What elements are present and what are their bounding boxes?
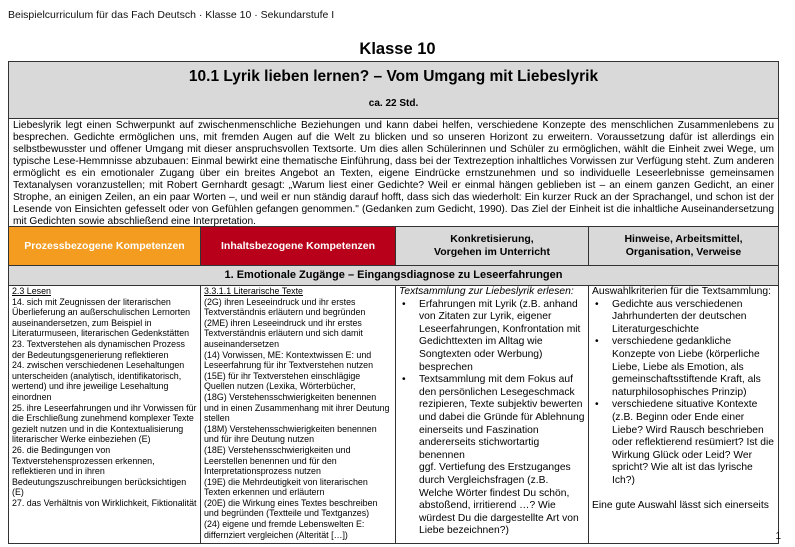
unit-title: 10.1 Lyrik lieben lernen? – Vom Umgang mit Liebeslyrik <box>188 68 599 85</box>
unit-hours: ca. 22 Std. <box>368 98 419 109</box>
header-concretization <box>396 227 589 265</box>
curriculum-table <box>8 61 779 544</box>
table-row <box>9 286 778 543</box>
running-head: Beispielcurriculum für das Fach Deutsch · Klasse 10 · Sekundarstufe I <box>8 9 335 21</box>
concretization-followup: ggf. Vertiefung des Erstzuganges durch Vergleichsfragen (z.B. Welche Wörter findest Du schön, abstoßend, irritierend …? Wie würdest Du die dargestellte Art von Liebe bezeichnen?) <box>419 462 579 537</box>
notes-bullet: • verschiedene gedankliche Konzepte von Liebe (körperliche Liebe, Liebe als Emotion, als gemeinschaftsstiftende Kraft, als naturphilosophisches Prinzip) <box>592 336 775 399</box>
content-item: (18G) Verstehensschwierigkeiten benennen und in einen Zusammenhang mit ihrer Deutung stellen <box>204 391 390 424</box>
content-item: (18E) Verstehensschwierigkeiten und Leerstellen benennen und für den Interpretationsprozess nutzen <box>204 444 351 477</box>
concretization-list <box>399 299 585 463</box>
header-notes-line2: Organisation, Verweise <box>625 246 742 258</box>
content-item: (19E) die Mehrdeutigkeit von literarischen Texten erkennen und erläutern <box>204 476 368 498</box>
notes-outro: Eine gute Auswahl lässt sich einerseits <box>592 499 769 511</box>
content-heading: 3.3.1.1 Literarische Texte <box>204 286 303 296</box>
spacer <box>592 488 775 500</box>
process-cell <box>9 286 201 543</box>
content-item: (24) eigene und fremde Lebenswelten E: differnziert vergleichen (Alterität […]) <box>204 519 365 540</box>
notes-intro: Auswahlkriterien für die Textsammlung: <box>592 286 771 297</box>
content-item: (15E) für ihr Textverstehen einschlägige Quellen nutzen (Lexika, Wörterbücher, <box>204 370 361 392</box>
header-concretization-line1: Konkretisierung, <box>450 233 534 245</box>
unit-title-box <box>9 62 778 119</box>
header-concretization-line2: Vorgehen im Unterricht <box>434 246 550 258</box>
content-cell <box>201 286 396 543</box>
page-number: 1 <box>775 531 781 542</box>
process-item: 27. das Verhältnis von Wirklichkeit, Fiktionalität <box>12 497 197 508</box>
content-item: (2G) ihren Leseeindruck und ihr erstes Textverständnis erläutern und begründen <box>204 296 366 318</box>
notes-cell <box>589 286 778 543</box>
notes-list <box>592 299 775 488</box>
concretization-bullet: • Erfahrungen mit Lyrik (z.B. anhand von Zitaten zur Lyrik, eigener Leseerfahrungen, Konfrontation mit Gedichttexten im Alltag wie Songtexten oder Werbung) besprechen <box>399 299 585 375</box>
notes-bullet: • Gedichte aus verschiedenen Jahrhunderten der deutschen Literaturgeschichte <box>592 299 775 337</box>
header-process-competences <box>9 227 201 265</box>
content-item: (20E) die Wirkung eines Textes beschreiben und begründen (Textteile und Textganzes) <box>204 497 378 519</box>
header-content-competences <box>201 227 396 265</box>
column-header-row <box>9 227 778 266</box>
unit-intro: Liebeslyrik legt einen Schwerpunkt auf zwischenmenschliche Beziehungen und kann dabei helfen, verschiedene Konzepte des menschlichen Zusammenlebens zu besprechen. Gedichte ermöglichen uns, mit fremden Augen auf die Welt zu blicken und so unseren Horizont zu erweitern. Voraussetzung dafür ist allerdings ein selbstbewusster und offener Umgang mit dieser anspruchsvollen Textsorte. Um dies allen Schülerinnen und Schüler zu ermöglichen, wählt die Einheit zwei Wege, um typische Lese-Hemmnisse abzubauen: Einmal bewirkt eine thematische Einführung, dass bei der Textrezeption inhaltliches Vorwissen zur Verfügung steht. Zum anderen ermöglicht es ein emotionaler Zugang über ein breites Angebot an Texten, eigene Eindrücke ernstzunehmen und so individuelle Leseerlebnisse gemeinsamen Textanalysen voranzustellen; mit Robert Gernhardt gesagt: „Warum liest einer Gedichte? Weil er einmal hängen geblieben ist – an einem ganzen Gedicht, an einer Strophe, an einigen Zeilen, an ein paar Worten –, und weil er nun ständig darauf hofft, dass sich das wiederholt: Ein kurzer Ruck an der Sprachangel, und schon ist der Lesende von Einsichten gefesselt oder von Gefühlen gefangen genommen." (Gedanken zum Gedicht, 1990). Das Ziel der Einheit ist die inhaltliche Auseinandersetzung mit Gedichten sowie abschließend eine Interpretation. <box>9 119 778 227</box>
concretization-cell <box>396 286 589 543</box>
header-content-label: Inhaltsbezogene Kompetenzen <box>220 239 376 252</box>
class-heading: Klasse 10 <box>359 40 436 58</box>
concretization-bullet: • Textsammlung mit dem Fokus auf den persönlichen Lesegeschmack rezipieren, Texte subjektiv bewerten und dabei die Gründe für Ablehnung einerseits und Faszination andererseits stichwortartig benennen <box>399 374 585 462</box>
process-item: 24. zwischen verschiedenen Lesehaltungen unterscheiden (analytisch, identifikatorisch, wertend) und ihre jeweilige Lesehaltung einordnen <box>12 360 185 402</box>
process-item: 14. sich mit Zeugnissen der literarischen Überlieferung an außerschulischen Lernorten auseinandersetzen, zum Beispiel in Literaturmuseen, literarischen Gedenkstätten <box>12 296 191 339</box>
content-item: (14) Vorwissen, ME: Kontextwissen E: und Leseerfahrung für ihr Textverstehen nutzen <box>204 349 374 371</box>
section-heading: 1. Emotionale Zugänge – Eingangsdiagnose zu Leseerfahrungen <box>9 266 778 286</box>
header-notes <box>589 227 778 265</box>
content-item: (2ME) ihren Leseeindruck und ihr erstes Textverständnis erläutern und sich damit auseinandersetzen <box>204 317 363 349</box>
header-notes-line1: Hinweise, Arbeitsmittel, <box>624 233 743 245</box>
notes-bullet: • verschiedene situative Kontexte (z.B. Beginn oder Ende einer Liebe? Wird Rausch beschrieben oder reflektierend resümiert? Ist die Wirkung Glück oder Leid? Wer spricht? Wie alt ist das lyrische Ich?) <box>592 399 775 487</box>
process-heading: 2.3 Lesen <box>12 286 51 296</box>
header-process-label: Prozessbezogene Kompetenzen <box>24 239 185 252</box>
process-item: 25. ihre Leseerfahrungen und ihr Vorwissen für die Erschließung zunehmend komplexer Texte gezielt nutzen und in die Kontextualisierung literarischer Werke einbeziehen (E) <box>12 402 197 445</box>
content-item: (18M) Verstehensschwierigkeiten benennen und für ihre Deutung nutzen <box>204 423 377 445</box>
process-item: 26. die Bedingungen von Textverstehensprozessen erkennen, reflektieren und in ihren Bedeutungszuschreibungen berücksichtigen (E) <box>12 444 187 498</box>
process-item: 23. Textverstehen als dynamischen Prozess der Bedeutungsgenerierung reflektieren <box>12 338 185 360</box>
concretization-intro: Textsammlung zur Liebeslyrik erlesen: <box>399 286 574 297</box>
